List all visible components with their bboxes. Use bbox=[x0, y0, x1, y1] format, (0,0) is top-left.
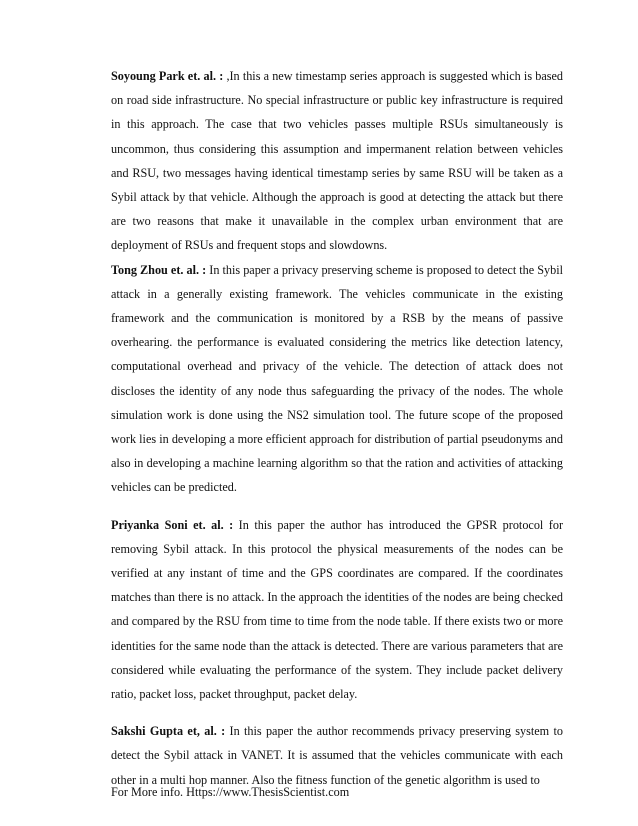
paragraph-soni bbox=[111, 513, 563, 707]
author-name: Priyanka Soni et. al. : bbox=[111, 517, 234, 532]
paragraph-text: In this paper the author recommends privacy preserving system to detect the Sybil attack in VANET. It is assumed that the vehicles communicate with each other in a multi hop manner. Also the fitness function of the genetic algorithm is used to bbox=[111, 724, 563, 787]
body-text bbox=[111, 64, 563, 792]
author-name: Sakshi Gupta et, al. : bbox=[111, 724, 226, 739]
paragraph-park bbox=[111, 64, 563, 258]
paragraph-text: In this paper the author has introduced the GPSR protocol for removing Sybil attack. In this protocol the physical measurements of the nodes can be verified at any instant of time and the GPS coordinates are compared. If the coordinates matches than there is no attack. In the approach the identities of the nodes are being checked and compared by the RSU from time to time from the node table. If there exists two or more identities for the same node than the attack is detected. There are various parameters that are considered while evaluating the performance of the system. They include packet delivery ratio, packet loss, packet throughput, packet delay. bbox=[111, 517, 564, 702]
author-name: Soyoung Park et. al. : bbox=[111, 69, 224, 83]
author-name: Tong Zhou et. al. : bbox=[111, 262, 207, 277]
paragraph-text: ,In this a new timestamp series approach is suggested which is based on road side infrastructure. No special infrastructure or public key infrastructure is required in this approach. The case that two vehicles passes multiple RSUs simultaneously is uncommon, thus considering this assumption and impermanent relation between vehicles and RSU, two messages having identical timestamp series by same RSU will be taken as a Sybil attack by that vehicle. Although the approach is good at detecting the attack but there are two reasons that make it unavailable in the complex urban environment that are deployment of RSUs and frequent stops and slowdowns. bbox=[111, 69, 563, 253]
paragraph-zhou bbox=[111, 258, 563, 500]
footer-link-text: For More info. Https://www.ThesisScientist.com bbox=[111, 785, 350, 799]
paragraph-gupta bbox=[111, 719, 563, 792]
paragraph-text: In this paper a privacy preserving scheme is proposed to detect the Sybil attack in a generally existing framework. The vehicles communicate in the existing framework and the communication is monitored by a RSB by the means of passive overhearing. the performance is evaluated considering the metrics like detection latency, computational overhead and privacy of the vehicle. The detection of attack does not discloses the identity of any node thus safeguarding the privacy of the nodes. The whole simulation work is done using the NS2 simulation tool. The future scope of the proposed work lies in developing a more efficient approach for distribution of partial pseudonyms and also in developing a machine learning algorithm so that the ration and activities of attacking vehicles can be predicted. bbox=[111, 262, 564, 495]
